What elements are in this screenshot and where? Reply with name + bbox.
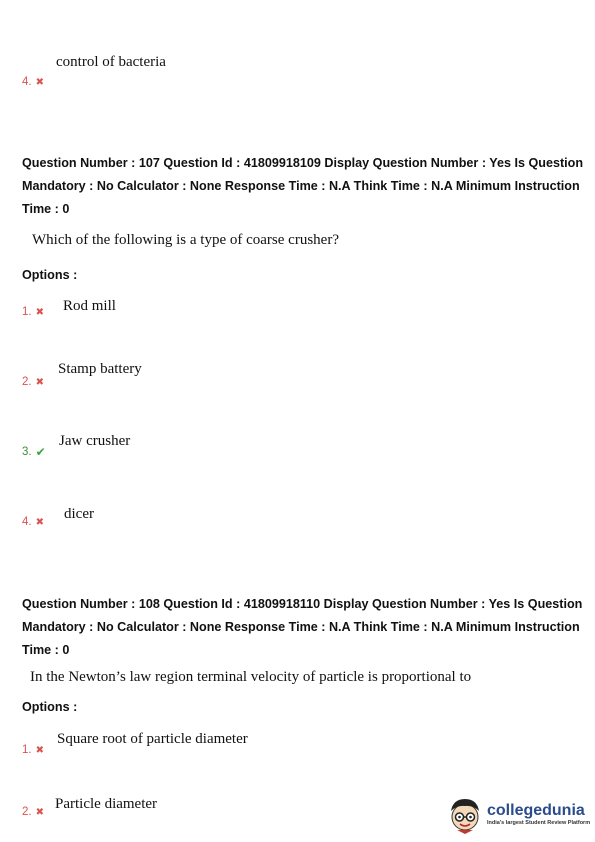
option-number [22, 445, 46, 459]
option-text: Jaw crusher [59, 433, 131, 449]
option-number-label: 1. [22, 306, 32, 318]
question-108-text: In the Newton’s law region terminal velocity of particle is proportional to [30, 669, 472, 685]
cross-icon: ✖ [35, 306, 44, 318]
option-number [22, 306, 44, 318]
cross-icon: ✖ [35, 516, 44, 528]
question-108-meta [22, 593, 592, 662]
option-text: control of bacteria [56, 54, 166, 70]
option-text: Stamp battery [58, 361, 142, 377]
option-text: Particle diameter [55, 796, 158, 812]
logo-tagline: India's largest Student Review Platform [487, 820, 591, 826]
logo-text [487, 803, 590, 827]
cross-icon: ✖ [35, 376, 44, 388]
meta-line: Mandatory : No Calculator : None Response Time : N.A Think Time : N.A Minimum Instruction [22, 179, 580, 193]
meta-line: Mandatory : No Calculator : None Response Time : N.A Think Time : N.A Minimum Instruction [22, 620, 580, 634]
question-107-text: Which of the following is a type of coarse crusher? [32, 232, 339, 248]
option-text: Rod mill [63, 298, 116, 314]
checkmark-icon: ✔ [35, 445, 46, 459]
option-number-label: 4. [22, 76, 32, 88]
option-number-label: 2. [22, 376, 32, 388]
option-number [22, 516, 44, 528]
options-label: Options : [22, 700, 78, 714]
mascot-icon [447, 795, 483, 835]
option-number [22, 376, 44, 388]
options-label: Options : [22, 268, 78, 282]
option-text: dicer [64, 506, 94, 522]
option-number [22, 806, 44, 818]
cross-icon: ✖ [35, 76, 44, 88]
meta-line: Time : 0 [22, 202, 70, 216]
question-107-meta [22, 152, 592, 221]
option-number-label: 4. [22, 516, 32, 528]
meta-line: Question Number : 108 Question Id : 41809918110 Display Question Number : Yes Is Question [22, 597, 583, 611]
option-number [22, 744, 44, 756]
cross-icon: ✖ [35, 806, 44, 818]
meta-line: Question Number : 107 Question Id : 41809918109 Display Question Number : Yes Is Question [22, 156, 584, 170]
meta-line: Time : 0 [22, 643, 70, 657]
logo-name: collegedunia [487, 802, 585, 819]
option-number-label: 3. [22, 446, 32, 458]
collegedunia-logo [447, 795, 590, 835]
option-number-label: 1. [22, 744, 32, 756]
option-text: Square root of particle diameter [57, 731, 248, 747]
option-number [22, 76, 44, 88]
option-number-label: 2. [22, 806, 32, 818]
cross-icon: ✖ [35, 744, 44, 756]
